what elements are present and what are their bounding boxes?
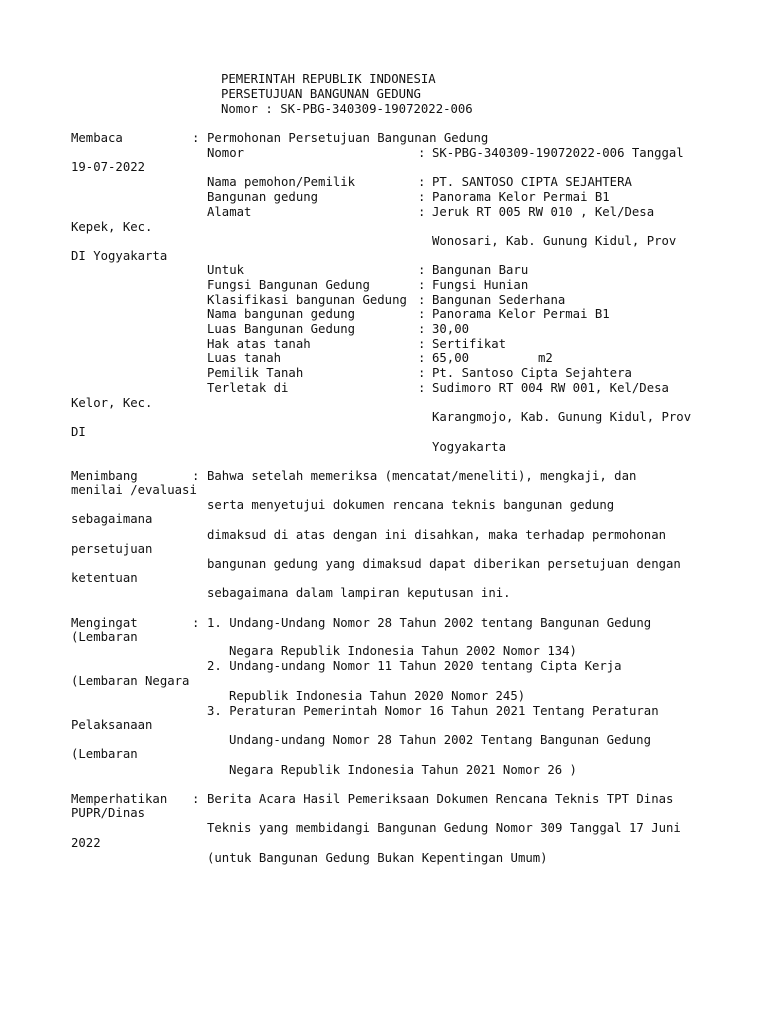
continued-text: Yogyakarta (432, 440, 507, 454)
wrapped-text: sebagaimana (71, 512, 153, 526)
menimbang-text: Bahwa setelah memeriksa (mencatat/meneliti), mengkaji, dan (207, 469, 637, 483)
field-value-luas-bangunan: 30,00 (432, 322, 470, 336)
wrapped-text: (Lembaran Negara (71, 674, 190, 688)
field-value-alamat: Jeruk RT 005 RW 010 , Kel/Desa (432, 205, 655, 219)
field-separator: : (418, 293, 426, 307)
continued-text: Negara Republik Indonesia Tahun 2002 Nomor 134) (229, 644, 577, 658)
header-number: Nomor : SK-PBG-340309-19072022-006 (221, 102, 473, 116)
field-label: Klasifikasi bangunan Gedung (207, 293, 407, 307)
memperhatikan-label: Memperhatikan (71, 792, 168, 806)
menimbang-text: dimaksud di atas dengan ini disahkan, maka terhadap permohonan (207, 528, 667, 542)
continued-text: Undang-undang Nomor 28 Tahun 2002 Tentang Bangunan Gedung (229, 733, 651, 747)
mengingat-separator: : (192, 616, 200, 630)
unit-label: m2 (538, 351, 553, 365)
memperhatikan-separator: : (192, 792, 200, 806)
field-label: Alamat (207, 205, 252, 219)
field-separator: : (418, 263, 426, 277)
field-separator: : (418, 366, 426, 380)
wrapped-text: menilai /evaluasi (71, 483, 197, 497)
wrapped-text: DI Yogyakarta (71, 249, 168, 263)
field-value-hak: Sertifikat (432, 337, 507, 351)
field-value-pemohon: PT. SANTOSO CIPTA SEJAHTERA (432, 175, 632, 189)
field-separator: : (418, 205, 426, 219)
field-label: Fungsi Bangunan Gedung (207, 278, 370, 292)
mengingat-label: Mengingat (71, 616, 138, 630)
field-value-klasifikasi: Bangunan Sederhana (432, 293, 566, 307)
wrapped-text: 2022 (71, 836, 101, 850)
field-label: Nomor (207, 146, 245, 160)
wrapped-text: (Lembaran (71, 630, 138, 644)
field-separator: : (418, 351, 426, 365)
wrapped-text: Kelor, Kec. (71, 396, 153, 410)
field-label: Hak atas tanah (207, 337, 311, 351)
field-value-untuk: Bangunan Baru (432, 263, 529, 277)
memperhatikan-text: (untuk Bangunan Gedung Bukan Kepentingan Umum) (207, 851, 548, 865)
membaca-intro: Permohonan Persetujuan Bangunan Gedung (207, 131, 489, 145)
field-separator: : (418, 322, 426, 336)
menimbang-text: bangunan gedung yang dimaksud dapat diberikan persetujuan dengan (207, 557, 681, 571)
field-label: Luas Bangunan Gedung (207, 322, 356, 336)
menimbang-separator: : (192, 469, 200, 483)
field-value-fungsi: Fungsi Hunian (432, 278, 529, 292)
header-title: PERSETUJUAN BANGUNAN GEDUNG (221, 87, 421, 101)
field-separator: : (418, 278, 426, 292)
memperhatikan-text: Teknis yang membidangi Bangunan Gedung Nomor 309 Tanggal 17 Juni (207, 821, 681, 835)
field-value-bangunan: Panorama Kelor Permai B1 (432, 190, 610, 204)
memperhatikan-text: Berita Acara Hasil Pemeriksaan Dokumen Rencana Teknis TPT Dinas (207, 792, 674, 806)
wrapped-text: persetujuan (71, 542, 153, 556)
wrapped-text: PUPR/Dinas (71, 806, 146, 820)
field-value-terletak: Sudimoro RT 004 RW 001, Kel/Desa (432, 381, 669, 395)
wrapped-text: (Lembaran (71, 747, 138, 761)
continued-text: Karangmojo, Kab. Gunung Kidul, Prov (432, 410, 692, 424)
membaca-separator: : (192, 131, 200, 145)
header-government: PEMERINTAH REPUBLIK INDONESIA (221, 72, 436, 86)
field-value-luas-tanah: 65,00 (432, 351, 470, 365)
wrapped-text: Kepek, Kec. (71, 220, 153, 234)
mengingat-item: 3. Peraturan Pemerintah Nomor 16 Tahun 2021 Tentang Peraturan (207, 704, 659, 718)
field-label: Luas tanah (207, 351, 282, 365)
menimbang-text: serta menyetujui dokumen rencana teknis bangunan gedung (207, 498, 615, 512)
field-label: Terletak di (207, 381, 289, 395)
field-value-pemilik-tanah: Pt. Santoso Cipta Sejahtera (432, 366, 632, 380)
field-label: Bangunan gedung (207, 190, 319, 204)
wrapped-text: DI (71, 425, 86, 439)
field-value-nama-bangunan: Panorama Kelor Permai B1 (432, 307, 610, 321)
field-separator: : (418, 381, 426, 395)
menimbang-label: Menimbang (71, 469, 138, 483)
continued-text: Republik Indonesia Tahun 2020 Nomor 245) (229, 689, 526, 703)
continued-text: Negara Republik Indonesia Tahun 2021 Nomor 26 ) (229, 763, 577, 777)
wrapped-text: Pelaksanaan (71, 718, 153, 732)
field-label: Untuk (207, 263, 245, 277)
field-label: Nama bangunan gedung (207, 307, 356, 321)
field-separator: : (418, 307, 426, 321)
menimbang-text: sebagaimana dalam lampiran keputusan ini. (207, 586, 511, 600)
membaca-label: Membaca (71, 131, 123, 145)
wrapped-text: ketentuan (71, 571, 138, 585)
mengingat-item: 1. Undang-Undang Nomor 28 Tahun 2002 tentang Bangunan Gedung (207, 616, 652, 630)
field-value-nomor: SK-PBG-340309-19072022-006 Tanggal (432, 146, 684, 160)
mengingat-item: 2. Undang-undang Nomor 11 Tahun 2020 tentang Cipta Kerja (207, 659, 622, 673)
field-label: Nama pemohon/Pemilik (207, 175, 356, 189)
field-separator: : (418, 337, 426, 351)
field-separator: : (418, 175, 426, 189)
field-label: Pemilik Tanah (207, 366, 304, 380)
field-separator: : (418, 190, 426, 204)
field-separator: : (418, 146, 426, 160)
wrapped-text: 19-07-2022 (71, 160, 146, 174)
continued-text: Wonosari, Kab. Gunung Kidul, Prov (432, 234, 677, 248)
